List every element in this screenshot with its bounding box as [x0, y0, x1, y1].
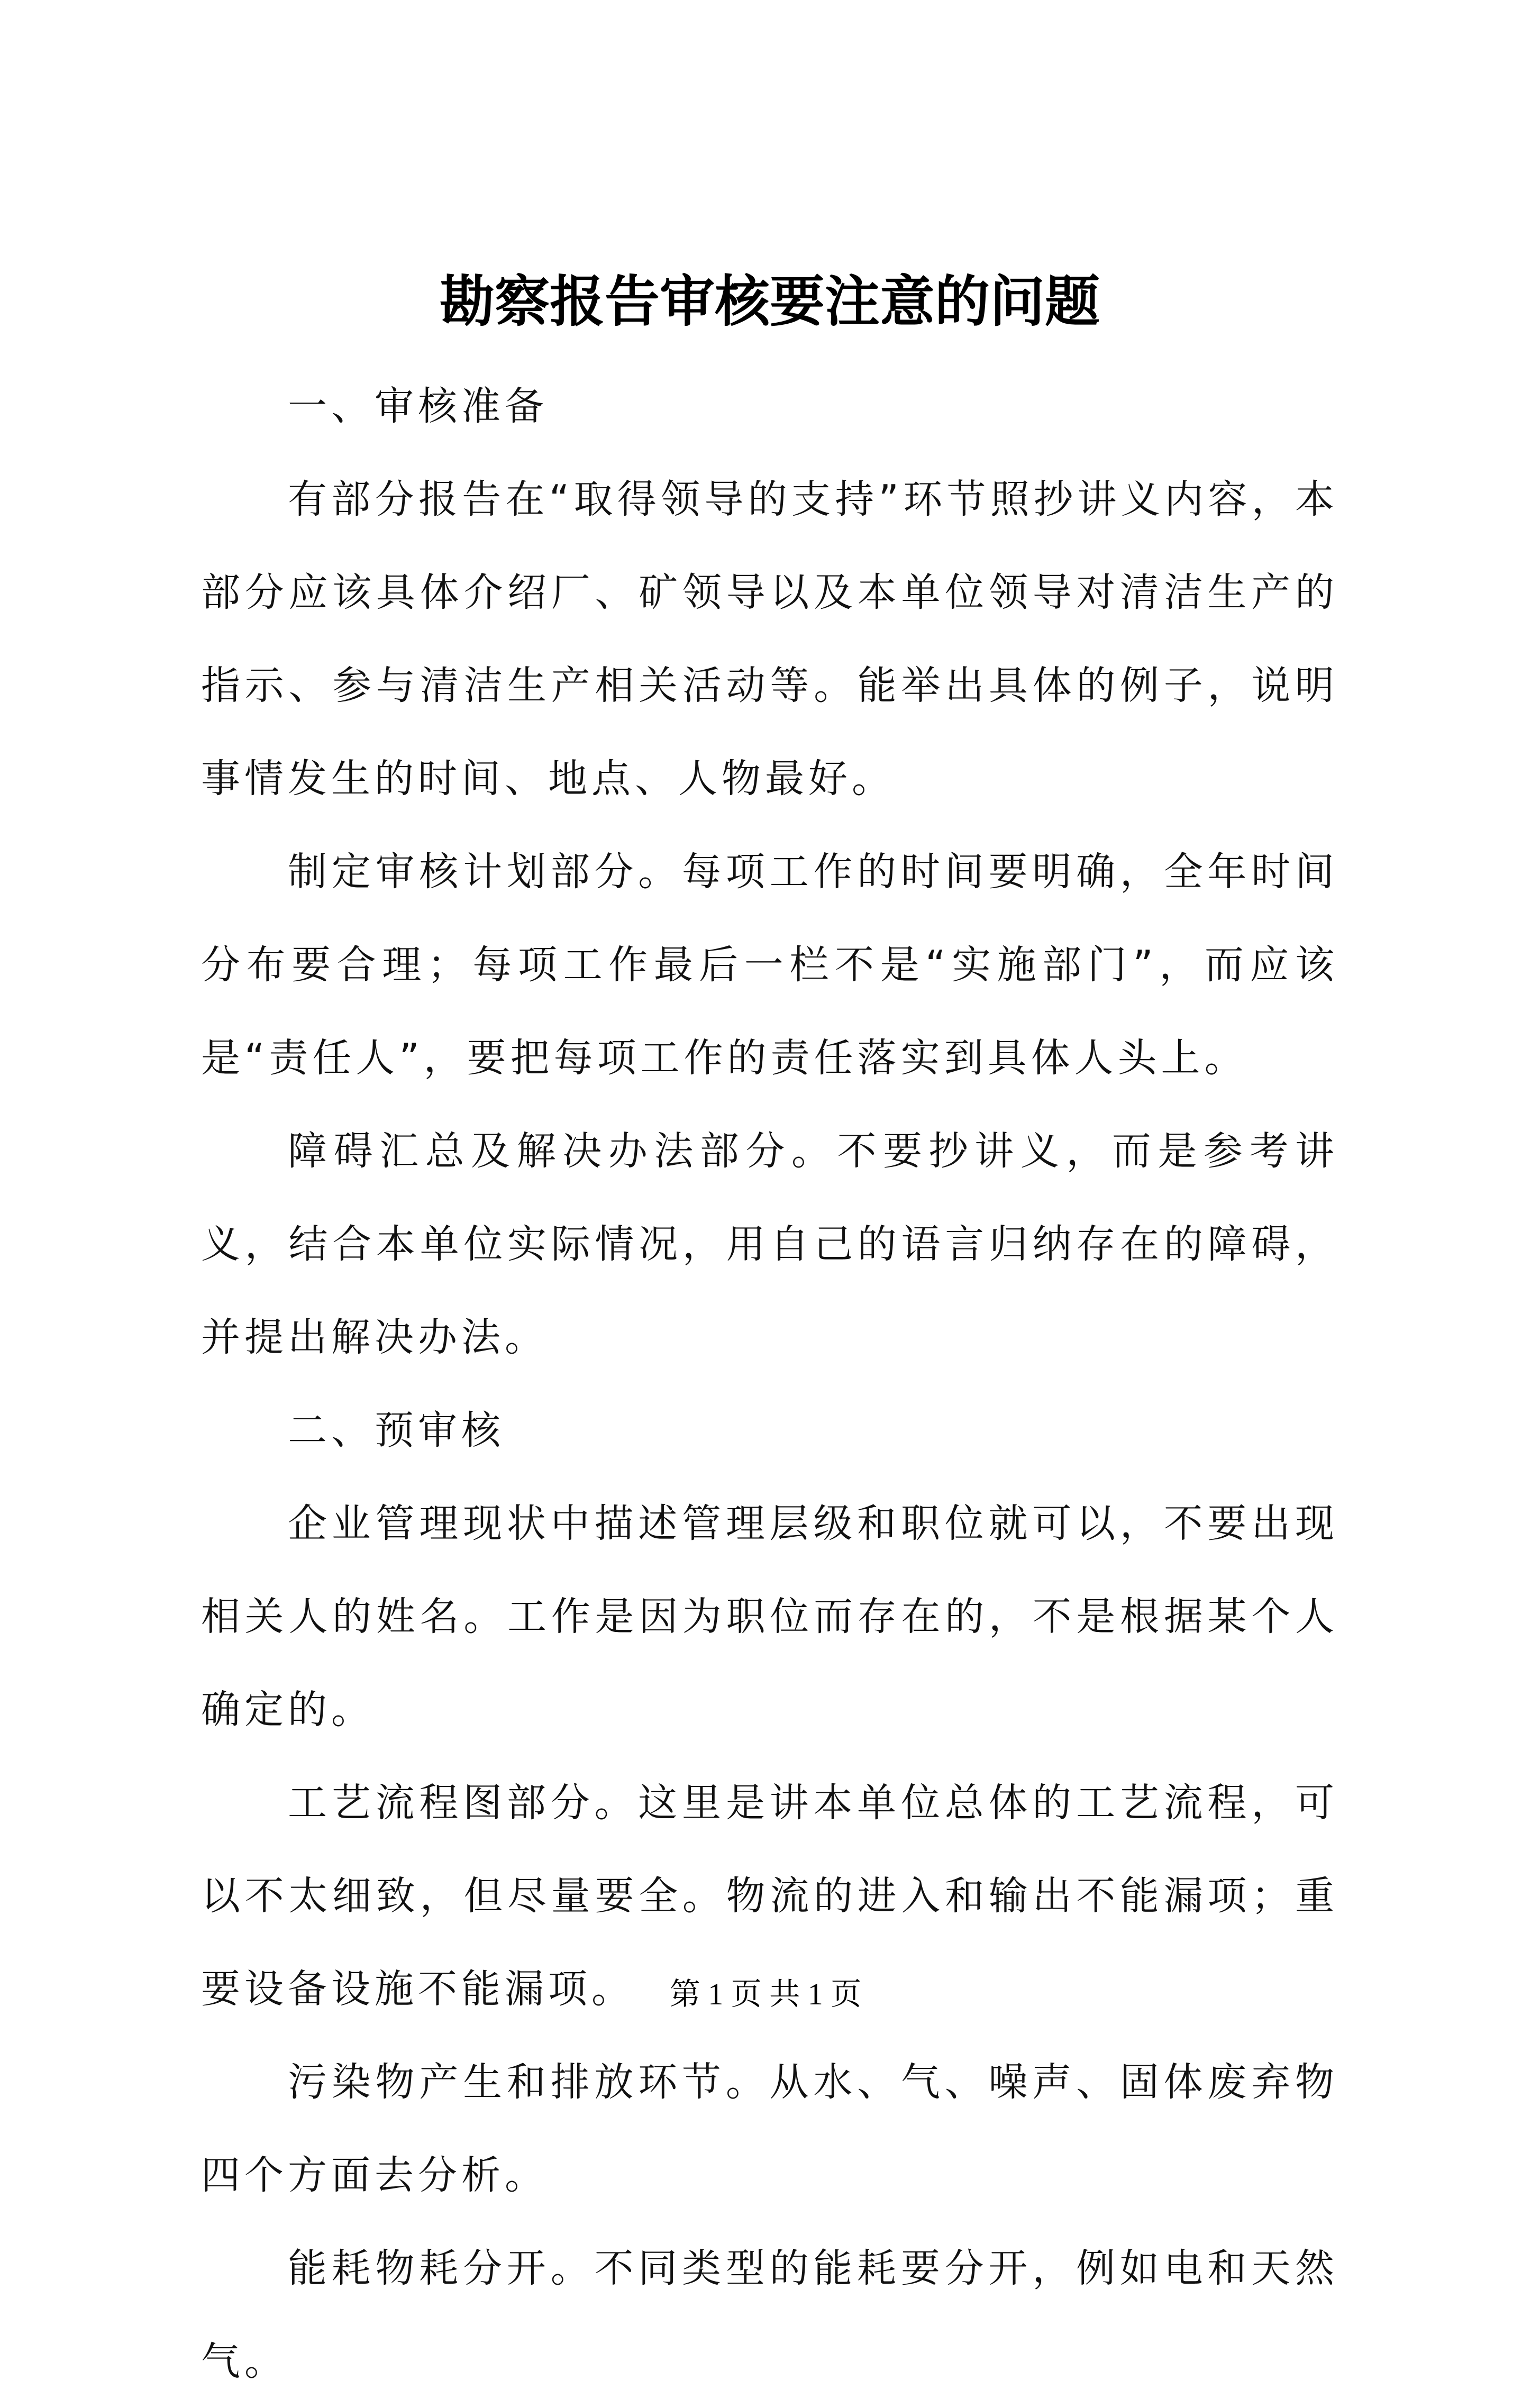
paragraph-process-flow: 工艺流程图部分。这里是讲本单位总体的工艺流程，可以不太细致，但尽量要全。物流的进入和输出不能漏项；重要设备设施不能漏项。 [201, 1780, 1338, 2012]
section-heading-pre-audit: 二、预审核 [288, 1408, 505, 1453]
document-body [201, 360, 1338, 2408]
paragraph-energy-consumption: 能耗物耗分开。不同类型的能耗要分开，例如电和天然气。 [201, 2246, 1338, 2384]
paragraph-leadership-support: 有部分报告在“取得领导的支持”环节照抄讲义内容，本部分应该具体介绍厂、矿领导以及本单位领导对清洁生产的指示、参与清洁生产相关活动等。能举出具体的例子，说明事情发生的时间、地点、人物最好。 [201, 477, 1338, 801]
paragraph-audit-plan: 制定审核计划部分。每项工作的时间要明确，全年时间分布要合理；每项工作最后一栏不是“实施部门”，而应该是“责任人”，要把每项工作的责任落实到具体人头上。 [201, 849, 1338, 1081]
paragraph-pollutants: 污染物产生和排放环节。从水、气、噪声、固体废弃物四个方面去分析。 [201, 2059, 1338, 2198]
document-title: 勘察报告审核要注意的问题 [439, 269, 1100, 334]
paragraph-obstacles-solutions: 障碍汇总及解决办法部分。不要抄讲义，而是参考讲义，结合本单位实际情况，用自己的语言归纳存在的障碍，并提出解决办法。 [201, 1128, 1338, 1360]
page-number-footer: 第 1 页 共 1 页 [669, 1977, 862, 2011]
section-heading-audit-preparation: 一、审核准备 [288, 384, 548, 429]
paragraph-management-status: 企业管理现状中描述管理层级和职位就可以，不要出现相关人的姓名。工作是因为职位而存在的，不是根据某个人确定的。 [201, 1501, 1338, 1732]
